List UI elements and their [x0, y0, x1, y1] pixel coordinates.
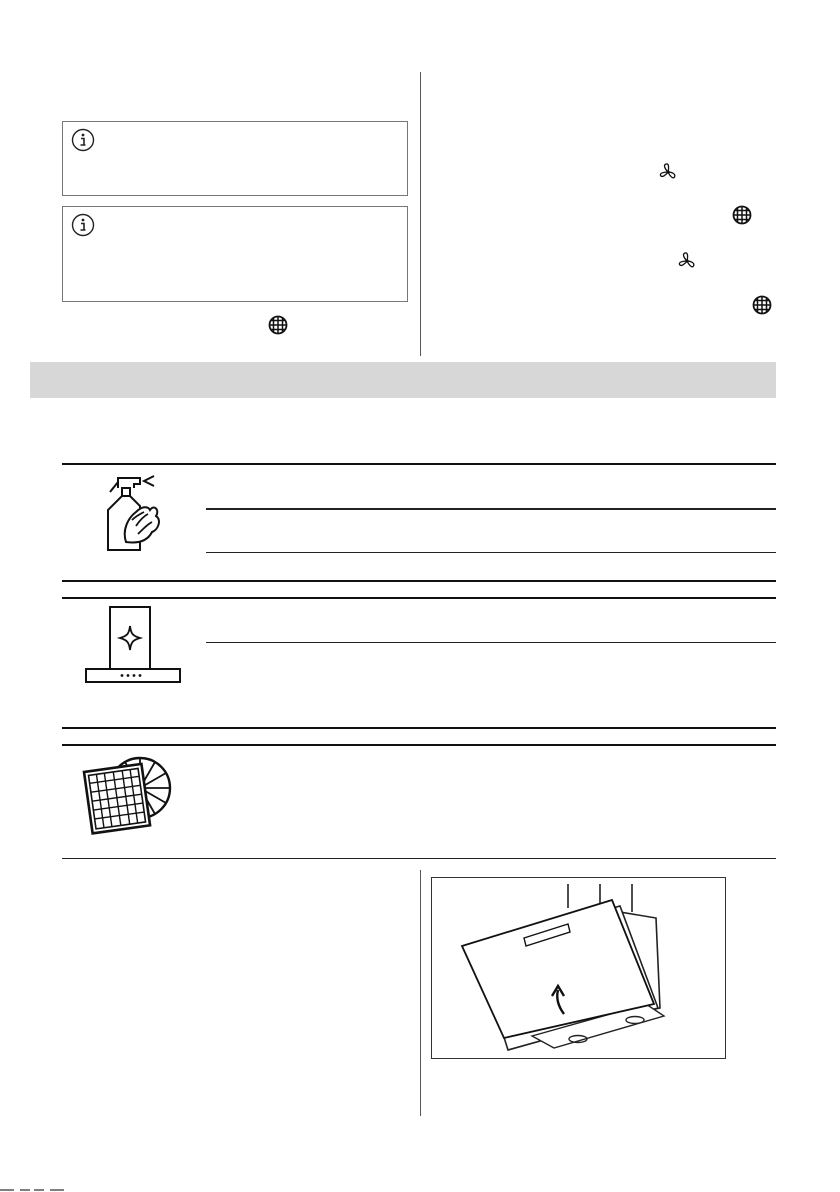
- info-box-2: [62, 206, 408, 302]
- table-rule-row2-top: [62, 597, 776, 599]
- grease-filter-icon: [732, 205, 752, 225]
- spray-cleaning-icon: [100, 470, 164, 552]
- fan-icon: [677, 251, 697, 271]
- section-heading-band: [30, 362, 776, 398]
- table-rule-row1-inner: [206, 552, 776, 553]
- table-rule-row2-bottom: [62, 727, 776, 729]
- column-divider-top: [420, 72, 421, 356]
- info-icon: [71, 128, 95, 152]
- crop-mark: [0, 1188, 70, 1192]
- table-rule-row1-top: [62, 463, 776, 465]
- hood-panel-figure: [431, 877, 726, 1059]
- table-rule-row2-mid: [206, 642, 776, 643]
- table-rule-row1-mid: [206, 508, 776, 510]
- table-rule-row3-top: [62, 744, 776, 746]
- grease-filter-fan-icon: [80, 750, 180, 840]
- grease-filter-icon: [752, 295, 772, 315]
- info-icon: [71, 213, 95, 237]
- fan-icon: [658, 162, 678, 182]
- table-rule-row1-bottom: [62, 580, 776, 582]
- column-divider-bottom: [420, 870, 421, 1116]
- hood-shine-icon: [84, 606, 182, 684]
- table-rule-row3-bottom: [62, 858, 776, 859]
- info-box-1: [62, 121, 408, 196]
- grease-filter-icon: [268, 315, 288, 335]
